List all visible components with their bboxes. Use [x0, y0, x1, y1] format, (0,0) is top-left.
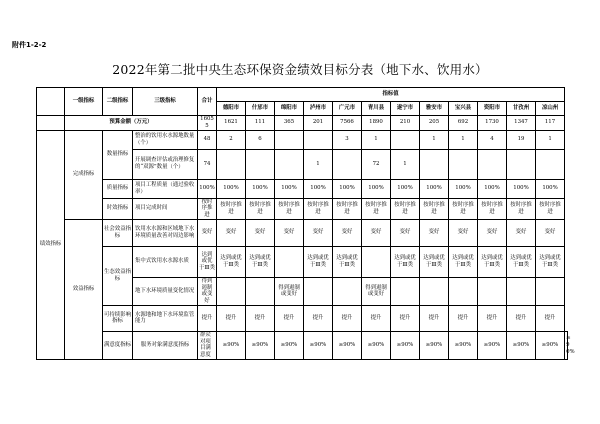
group-benefit: 效益指标 [65, 219, 103, 359]
indicator-value: 提升 [420, 305, 449, 331]
indicator-value [391, 277, 420, 305]
indicator-value: 变好 [391, 219, 420, 246]
indicator-value: 变好 [333, 219, 362, 246]
indicator-value: 100% [362, 179, 391, 198]
indicator-value: 按时序推进 [536, 198, 565, 219]
indicator-value: 变好 [420, 219, 449, 246]
indicator-value [246, 277, 275, 305]
indicator-value: 提升 [478, 305, 507, 331]
indicator-value [333, 277, 362, 305]
indicator-value: 达到或优于Ⅲ类 [246, 246, 275, 277]
indicator-value: 提升 [275, 305, 304, 331]
indicator-total: 74 [198, 149, 217, 179]
indicator-value: ≥90% [420, 331, 449, 359]
header-indicator-value: 指标值 [217, 88, 565, 102]
indicator-value: 1 [536, 130, 565, 149]
indicator-value: ≥90% [536, 331, 565, 359]
indicator-value [449, 149, 478, 179]
indicator-value [217, 277, 246, 305]
indicator-value [304, 277, 333, 305]
indicator-value: ≥90% [304, 331, 333, 359]
indicator-value [391, 130, 420, 149]
indicator-value [275, 130, 304, 149]
subgroup-service: 服务对象满意度指标 [133, 331, 198, 359]
indicator-value: 提升 [507, 305, 536, 331]
indicator-value: 达到或优于Ⅲ类 [391, 246, 420, 277]
indicator-value: 按时序推进 [333, 198, 362, 219]
budget-value: 205 [420, 116, 449, 131]
indicator-value: 提升 [536, 305, 565, 331]
indicator-value: 按时序推进 [217, 198, 246, 219]
indicator-value: ≥90% [362, 331, 391, 359]
indicator-label: 群众对项目满意度 [198, 331, 217, 359]
budget-label: 预算金额（万元） [65, 116, 198, 131]
indicator-label: 整治的饮用水水源地数量（个） [133, 130, 198, 149]
empty-budget-left [37, 116, 65, 131]
indicator-value: 100% [507, 179, 536, 198]
indicator-value [536, 277, 565, 305]
indicator-value: 19 [507, 130, 536, 149]
subgroup-quantity: 数量指标 [103, 130, 133, 179]
indicator-value: 得到遏制或变好 [362, 277, 391, 305]
indicator-total: ≥90% [217, 331, 246, 359]
indicator-total: 达到或优于Ⅲ类 [198, 246, 217, 277]
indicator-value: 达到或优于Ⅲ类 [478, 246, 507, 277]
budget-value: 365 [275, 116, 304, 131]
indicator-label: 地下水环境质量变化情况 [133, 277, 198, 305]
subgroup-timeliness: 时效指标 [103, 198, 133, 219]
indicator-value: 1 [449, 130, 478, 149]
indicator-value: 提升 [217, 305, 246, 331]
indicator-value: 按时序推进 [304, 198, 333, 219]
group-satisfaction: 满意度指标 [103, 331, 133, 359]
indicator-value: 100% [536, 179, 565, 198]
indicator-value: 达到或优于Ⅲ类 [507, 246, 536, 277]
indicator-value: 达到或优于Ⅲ类 [304, 246, 333, 277]
attachment-label: 附件1-2-2 [12, 41, 47, 49]
document-title: 2022年第二批中央生态环保资金绩效目标分表（地下水、饮用水） [112, 62, 488, 77]
indicator-value: 6 [246, 130, 275, 149]
indicator-value: ≥90% [565, 331, 568, 359]
indicator-value: 72 [362, 149, 391, 179]
header-level3: 三级指标 [133, 88, 198, 116]
indicator-value: ≥90% [449, 331, 478, 359]
subgroup-social: 社会效益指标 [103, 219, 133, 246]
indicator-value: 100% [449, 179, 478, 198]
indicator-value: 变好 [536, 219, 565, 246]
indicator-label: 水源地和地下水环境监管能力 [133, 305, 198, 331]
indicator-value: 按时序推进 [275, 198, 304, 219]
indicator-value: 3 [333, 130, 362, 149]
indicator-value: 提升 [304, 305, 333, 331]
indicator-value: 1 [420, 130, 449, 149]
indicator-value: 1 [391, 149, 420, 179]
indicator-value [246, 149, 275, 179]
indicator-value: 100% [217, 179, 246, 198]
indicator-value [333, 149, 362, 179]
indicator-value: 达到或优于Ⅲ类 [420, 246, 449, 277]
indicator-value [507, 149, 536, 179]
indicator-label: 开展调查评估或治理修复的“双源”数量（个） [133, 149, 198, 179]
indicator-value: 按时序推进 [246, 198, 275, 219]
indicator-value: 100% [478, 179, 507, 198]
city-header: 遂宁市 [391, 102, 420, 116]
indicator-value: 提升 [362, 305, 391, 331]
indicator-value: 变好 [507, 219, 536, 246]
budget-value: 1730 [478, 116, 507, 131]
city-header: 什邡市 [246, 102, 275, 116]
indicator-value: 100% [333, 179, 362, 198]
budget-value: 111 [246, 116, 275, 131]
indicator-value: 达到或优于Ⅲ类 [333, 246, 362, 277]
indicator-total: 按时序推进 [198, 198, 217, 219]
indicator-value: 变好 [478, 219, 507, 246]
header-level2: 二级指标 [103, 88, 133, 116]
budget-value: 1621 [217, 116, 246, 131]
indicator-value: ≥90% [507, 331, 536, 359]
city-header: 宝兴县 [449, 102, 478, 116]
indicator-value: 提升 [333, 305, 362, 331]
budget-value: 117 [536, 116, 565, 131]
indicator-value: 达到或优于Ⅲ类 [536, 246, 565, 277]
budget-value: 201 [304, 116, 333, 131]
indicator-value: 变好 [449, 219, 478, 246]
indicator-label: 饮用水水源和区域地下水环境质量改善对周边影响 [133, 219, 198, 246]
indicator-value: 变好 [217, 219, 246, 246]
indicator-value [478, 277, 507, 305]
indicator-value [420, 277, 449, 305]
indicator-value: ≥90% [391, 331, 420, 359]
budget-value: 1347 [507, 116, 536, 131]
budget-value: 692 [449, 116, 478, 131]
city-header: 凉山州 [536, 102, 565, 116]
performance-table [36, 87, 575, 360]
indicator-value: 4 [478, 130, 507, 149]
budget-value: 1890 [362, 116, 391, 131]
group-completion: 完成指标 [65, 130, 103, 219]
header-level1: 一级指标 [65, 88, 103, 116]
city-header: 甘孜州 [507, 102, 536, 116]
city-header: 泸州市 [304, 102, 333, 116]
indicator-value [362, 246, 391, 277]
indicator-value: 达到或优于Ⅲ类 [217, 246, 246, 277]
indicator-value: 提升 [449, 305, 478, 331]
group-performance: 绩效指标 [37, 130, 65, 359]
indicator-value: 按时序推进 [391, 198, 420, 219]
indicator-total: 100% [198, 179, 217, 198]
indicator-value: 按时序推进 [449, 198, 478, 219]
subgroup-ecological: 生态效益指标 [103, 246, 133, 305]
subgroup-quality: 质量指标 [103, 179, 133, 198]
indicator-value: 得到遏制或变好 [275, 277, 304, 305]
city-header: 绵阳市 [275, 102, 304, 116]
budget-total: 16055 [198, 116, 217, 131]
indicator-value: 100% [304, 179, 333, 198]
indicator-value: 1 [362, 130, 391, 149]
indicator-value [304, 130, 333, 149]
indicator-value: 100% [391, 179, 420, 198]
indicator-label: 项目工程质量（通过验收率） [133, 179, 198, 198]
indicator-value: 100% [420, 179, 449, 198]
city-header: 资阳市 [478, 102, 507, 116]
indicator-value: 变好 [304, 219, 333, 246]
header-total: 合计 [198, 88, 217, 116]
indicator-value [275, 246, 304, 277]
indicator-value: 达到或优于Ⅲ类 [449, 246, 478, 277]
indicator-value: 变好 [246, 219, 275, 246]
indicator-value: 100% [246, 179, 275, 198]
indicator-value [275, 149, 304, 179]
indicator-value: 100% [275, 179, 304, 198]
indicator-value: 1 [304, 149, 333, 179]
city-header: 广元市 [333, 102, 362, 116]
city-header: 雅安市 [420, 102, 449, 116]
indicator-value [507, 277, 536, 305]
budget-value: 7566 [333, 116, 362, 131]
indicator-value: 按时序推进 [420, 198, 449, 219]
indicator-value: ≥90% [478, 331, 507, 359]
indicator-value: 按时序推进 [507, 198, 536, 219]
city-header: 青川县 [362, 102, 391, 116]
indicator-total: 得到遏制或变好 [198, 277, 217, 305]
indicator-value [449, 277, 478, 305]
indicator-value: ≥90% [275, 331, 304, 359]
indicator-value [536, 149, 565, 179]
indicator-value: 按时序推进 [478, 198, 507, 219]
empty-corner-cell [37, 88, 65, 116]
indicator-label: 集中式饮用水水源水质 [133, 246, 198, 277]
indicator-value: 变好 [362, 219, 391, 246]
indicator-value: ≥90% [246, 331, 275, 359]
indicator-value: ≥90% [333, 331, 362, 359]
indicator-value: 变好 [275, 219, 304, 246]
indicator-total: 提升 [198, 305, 217, 331]
indicator-value [217, 149, 246, 179]
indicator-value: 按时序推进 [362, 198, 391, 219]
indicator-value: 提升 [246, 305, 275, 331]
indicator-value: 提升 [391, 305, 420, 331]
indicator-total: 48 [198, 130, 217, 149]
budget-value: 210 [391, 116, 420, 131]
indicator-value [478, 149, 507, 179]
indicator-value [420, 149, 449, 179]
indicator-total: 变好 [198, 219, 217, 246]
indicator-label: 项目完成时间 [133, 198, 198, 219]
subgroup-sustainable: 可持续影响指标 [103, 305, 133, 331]
indicator-value: 2 [217, 130, 246, 149]
city-header: 德阳市 [217, 102, 246, 116]
